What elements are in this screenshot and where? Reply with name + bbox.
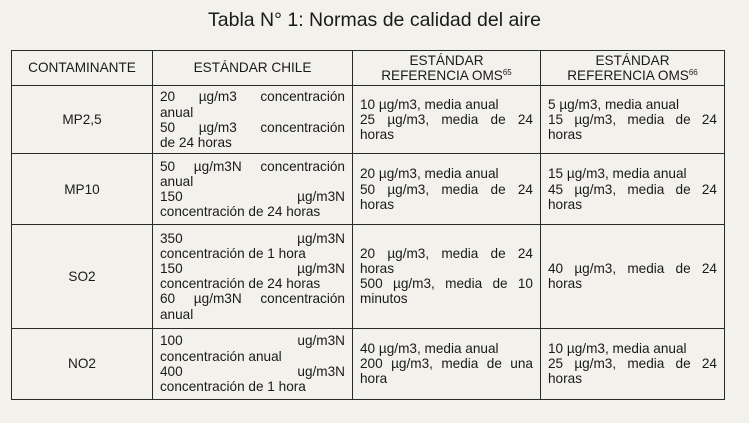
air-quality-table <box>11 50 725 400</box>
cell-line: 10 µg/m3, media anual <box>360 96 499 112</box>
cell-line: 15 µg/m3, media anual <box>548 166 687 182</box>
page-title: Tabla N° 1: Normas de calidad del aire <box>208 9 541 31</box>
oms66-cell <box>541 154 725 224</box>
cell-line: 20 µg/m3 concentración <box>160 89 345 105</box>
header-oms65-line1: ESTÁNDAR <box>409 52 484 68</box>
cell-line: horas <box>360 260 395 276</box>
cell-line: concentración anual <box>160 348 282 364</box>
oms66-cell <box>541 224 725 328</box>
oms66-cell <box>541 328 725 399</box>
cell-line: 25 µg/m3, media de 24 <box>548 356 717 372</box>
cell-line: 40 µg/m3, media anual <box>360 340 499 356</box>
cell-line: horas <box>548 276 583 292</box>
header-oms66-line1: ESTÁNDAR <box>595 52 670 68</box>
cell-line: 150 µg/m3N <box>160 189 345 205</box>
cell-line: concentración de 1 hora <box>160 378 306 394</box>
cell-line: horas <box>548 371 583 387</box>
contaminante-cell: MP2,5 <box>12 86 153 154</box>
cell-line: 350 µg/m3N <box>160 230 345 246</box>
cell-line: 100 ug/m3N <box>160 333 345 349</box>
footnote-ref-65: 65 <box>502 68 512 77</box>
estandar-chile-cell <box>153 224 353 328</box>
cell-line: 50 µg/m3N concentración <box>160 158 345 174</box>
table-row <box>12 224 725 328</box>
contaminante-cell: MP10 <box>12 154 153 224</box>
cell-line: 10 µg/m3, media anual <box>548 340 687 356</box>
oms65-cell <box>353 86 541 154</box>
cell-line: concentración de 1 hora <box>160 245 306 261</box>
cell-line: horas <box>360 196 395 212</box>
oms65-cell <box>353 154 541 224</box>
estandar-chile-cell <box>153 86 353 154</box>
header-oms65-line2-wrap <box>357 68 536 83</box>
cell-line: anual <box>160 173 194 189</box>
cell-line: 20 µg/m3, media anual <box>360 166 499 182</box>
header-referencia-oms-65 <box>353 51 541 86</box>
header-oms66-line2: REFERENCIA OMS <box>567 68 689 83</box>
cell-line: hora <box>360 371 388 387</box>
oms65-cell <box>353 224 541 328</box>
header-oms65-line2: REFERENCIA OMS <box>381 68 503 83</box>
cell-line: 50 µg/m3 concentración <box>160 119 345 135</box>
cell-line: 45 µg/m3, media de 24 <box>548 181 717 197</box>
cell-line: de 24 horas <box>160 134 232 150</box>
cell-line: 500 µg/m3, media de 10 <box>360 276 533 292</box>
estandar-chile-cell <box>153 154 353 224</box>
oms66-cell <box>541 86 725 154</box>
cell-line: 15 µg/m3, media de 24 <box>548 112 717 128</box>
oms65-cell <box>353 328 541 399</box>
contaminante-cell: SO2 <box>12 224 153 328</box>
estandar-chile-cell <box>153 328 353 399</box>
header-oms66-line2-wrap <box>545 68 720 83</box>
cell-line: 40 µg/m3, media de 24 <box>548 260 717 276</box>
cell-line: horas <box>360 127 395 143</box>
table-row <box>12 86 725 154</box>
header-contaminante: CONTAMINANTE <box>12 51 153 86</box>
cell-line: 5 µg/m3, media anual <box>548 96 680 112</box>
header-row <box>12 51 725 86</box>
cell-line: horas <box>548 196 583 212</box>
cell-line: 150 µg/m3N <box>160 260 345 276</box>
table-row <box>12 154 725 224</box>
table-row <box>12 328 725 399</box>
cell-line: minutos <box>360 291 408 307</box>
cell-line: anual <box>160 104 194 120</box>
header-referencia-oms-66 <box>541 51 725 86</box>
cell-line: 50 µg/m3, media de 24 <box>360 181 533 197</box>
cell-line: concentración de 24 horas <box>160 276 321 292</box>
footnote-ref-66: 66 <box>688 68 698 77</box>
cell-line: 60 µg/m3N concentración <box>160 291 345 307</box>
header-estandar-chile: ESTÁNDAR CHILE <box>153 51 353 86</box>
cell-line: 200 µg/m3, media de una <box>360 356 533 372</box>
cell-line: 25 µg/m3, media de 24 <box>360 112 533 128</box>
cell-line: 400 ug/m3N <box>160 363 345 379</box>
cell-line: horas <box>548 127 583 143</box>
cell-line: anual <box>160 306 194 322</box>
cell-line: concentración de 24 horas <box>160 204 321 220</box>
cell-line: 20 µg/m3, media de 24 <box>360 245 533 261</box>
contaminante-cell: NO2 <box>12 328 153 399</box>
